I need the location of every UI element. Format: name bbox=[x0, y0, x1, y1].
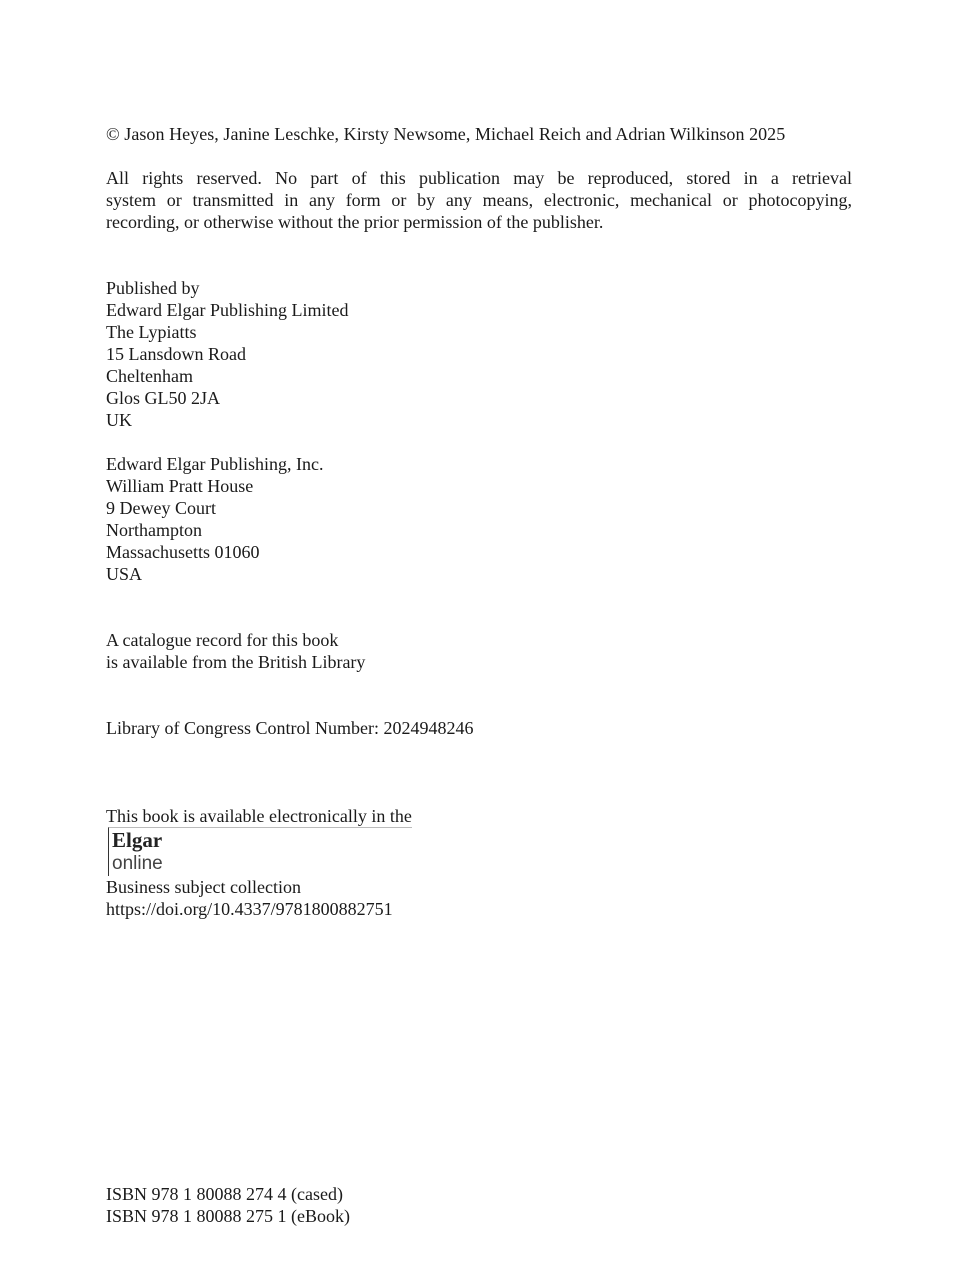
address-line: USA bbox=[106, 564, 143, 584]
copyright-notice: © Jason Heyes, Janine Leschke, Kirsty Newsome, Michael Reich and Adrian Wilkinson 2025 bbox=[106, 124, 786, 144]
address-line: William Pratt House bbox=[106, 476, 254, 496]
publisher-name: Edward Elgar Publishing Limited bbox=[106, 300, 349, 320]
publisher-name: Edward Elgar Publishing, Inc. bbox=[106, 454, 324, 474]
elgaronline-logo-bold: Elgar bbox=[112, 828, 163, 852]
elgaronline-logo bbox=[108, 827, 412, 876]
us-publisher-address bbox=[106, 453, 323, 585]
rights-reserved-notice bbox=[106, 167, 852, 233]
rights-line: system or transmitted in any form or by any means, electronic, mechanical or photocopying, bbox=[106, 190, 852, 210]
electronic-intro-line bbox=[106, 805, 412, 876]
catalogue-line: is available from the British Library bbox=[106, 652, 366, 672]
catalogue-record-notice bbox=[106, 629, 365, 673]
electronic-availability bbox=[106, 805, 412, 920]
subject-collection: Business subject collection bbox=[106, 877, 301, 897]
address-line: Cheltenham bbox=[106, 366, 193, 386]
isbn-list bbox=[106, 1183, 350, 1227]
address-line: The Lypiatts bbox=[106, 322, 197, 342]
lccn-notice bbox=[106, 717, 473, 739]
isbn-cased: ISBN 978 1 80088 274 4 (cased) bbox=[106, 1184, 343, 1204]
doi-link[interactable]: https://doi.org/10.4337/9781800882751 bbox=[106, 899, 393, 919]
electronic-intro-text: This book is available electronically in the bbox=[106, 806, 412, 826]
elgaronline-logo-light: online bbox=[112, 853, 163, 874]
address-line: 9 Dewey Court bbox=[106, 498, 216, 518]
address-line: Northampton bbox=[106, 520, 202, 540]
catalogue-line: A catalogue record for this book bbox=[106, 630, 339, 650]
rights-line: All rights reserved. No part of this publication may be reproduced, stored in a retrieval bbox=[106, 168, 852, 188]
address-line: Massachusetts 01060 bbox=[106, 542, 260, 562]
address-line: 15 Lansdown Road bbox=[106, 344, 246, 364]
lccn-text: Library of Congress Control Number: 2024948246 bbox=[106, 718, 474, 738]
published-by-label: Published by bbox=[106, 278, 200, 298]
uk-publisher-address bbox=[106, 277, 348, 431]
rights-line: recording, or otherwise without the prior permission of the publisher. bbox=[106, 212, 604, 232]
address-line: Glos GL50 2JA bbox=[106, 388, 221, 408]
isbn-ebook: ISBN 978 1 80088 275 1 (eBook) bbox=[106, 1206, 350, 1226]
address-line: UK bbox=[106, 410, 132, 430]
